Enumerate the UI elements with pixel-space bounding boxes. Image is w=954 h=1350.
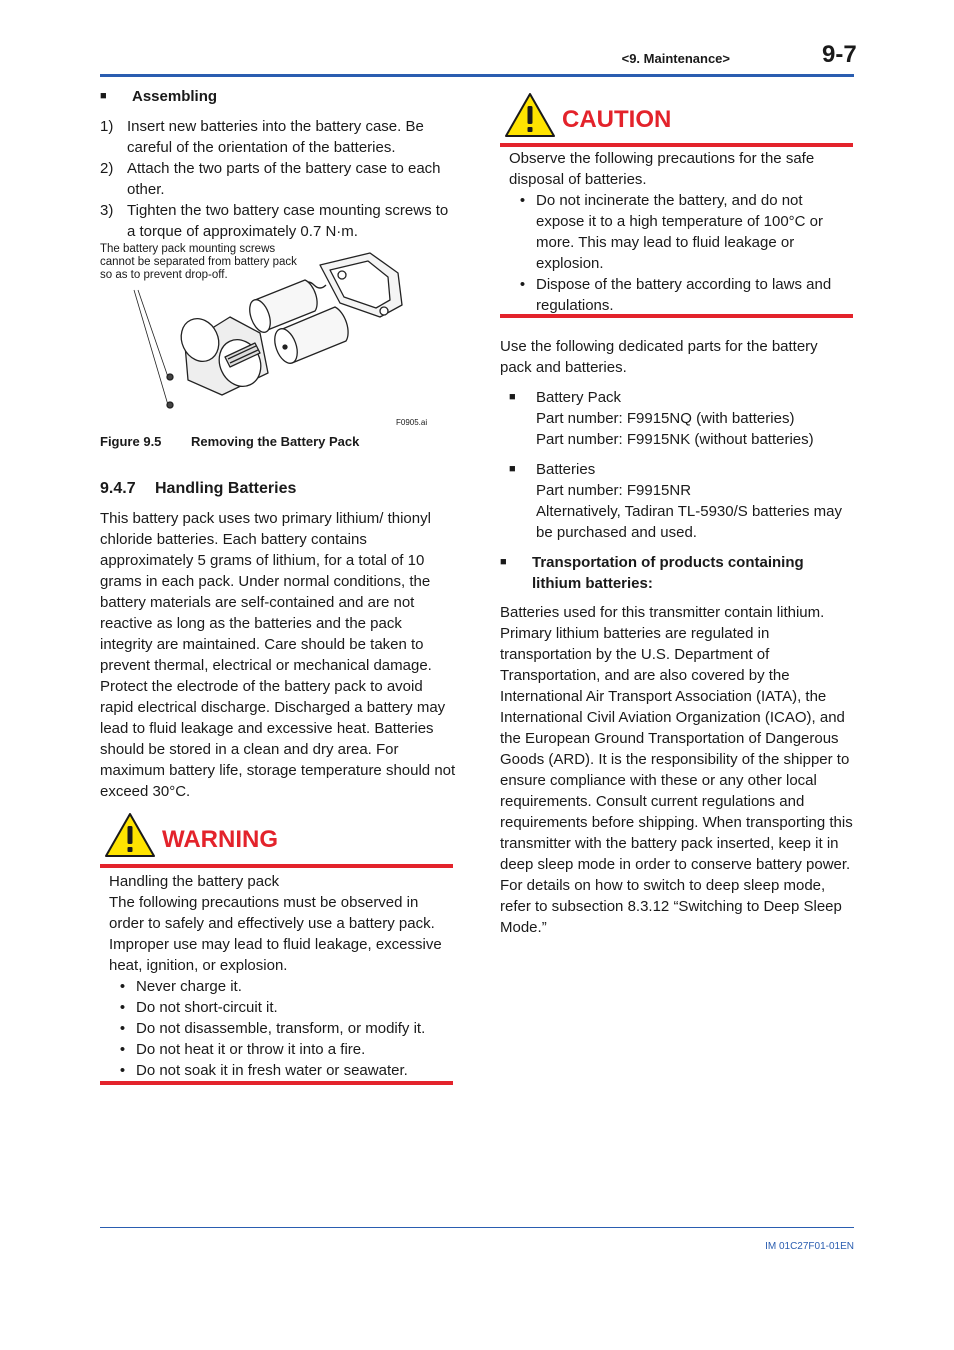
warning-bottom-rule	[100, 1081, 453, 1085]
warning-icon	[104, 812, 156, 858]
batteries-item: ■ Batteries Part number: F9915NR Alternatively, Tadiran TL-5930/S batteries may be purchased and used.	[509, 461, 842, 541]
square-bullet-icon: ■	[509, 463, 516, 475]
list-item: • Do not soak it in fresh water or seawater.	[119, 1062, 408, 1079]
assembling-steps	[100, 116, 454, 242]
square-bullet-icon: ■	[100, 90, 107, 102]
running-header-section: <9. Maintenance>	[621, 51, 730, 66]
header-rule	[100, 74, 854, 77]
square-bullet-icon: ■	[509, 391, 516, 403]
list-item: 1) Insert new batteries into the battery case. Be careful of the orientation of the batteries.	[100, 118, 424, 156]
caution-bottom-rule	[500, 314, 853, 318]
figure-filename: F0905.ai	[396, 418, 428, 427]
list-item: 2) Attach the two parts of the battery case to each other.	[100, 160, 441, 198]
transport-body: Batteries used for this transmitter contain lithium. Primary lithium batteries are regulated in transportation by the U.S. Department of Transportation, and are also covered by the International Air Transport Association (IATA), the International Civil Aviation Organization (ICAO), and the European Ground Transportation of Dangerous Goods (ARD). It is the responsibility of the shipper to ensure compliance with these or any other local requirements. Consult current regulations and requirements before shipping. When transporting this transmitter with the battery pack inserted, keep it in deep sleep mode in order to conserve battery power. For details on how to switch to deep sleep mode, refer to subsection 8.3.12 “Switching to Deep Sleep Mode.”	[500, 604, 853, 936]
list-item: • Never charge it.	[119, 978, 242, 995]
footer-rule	[100, 1227, 854, 1228]
caution-body: Observe the following precautions for the safe disposal of batteries. • Do not incinerate the battery, and do not expose it to a high temperature of 100°C or more. This may lead to fluid leakage or explosion. • Dispose of the battery according to laws and regulations.	[509, 148, 849, 316]
figure-note: The battery pack mounting screws cannot be separated from battery pack so as to prevent drop-off.	[100, 243, 297, 281]
list-item: • Do not heat it or throw it into a fire.	[119, 1041, 366, 1058]
page-number: 9-7	[822, 41, 857, 68]
battery-pack-illustration	[130, 245, 430, 420]
warning-title: WARNING	[162, 826, 278, 853]
section-body: This battery pack uses two primary lithium/ thionyl chloride batteries. Each battery contains approximately 5 grams of lithium, for a total of 10 grams in each pack. Under normal conditions, the battery materials are self-contained and are not reactive as long as the batteries and the pack integrity are maintained. Care should be taken to prevent thermal, electrical or mechanical damage. Protect the electrode of the battery pack to avoid rapid electrical discharge. Discharged a battery may lead to fluid leakage and excessive heat. Batteries should be stored in a clean and dry area. For maximum battery life, storage temperature should not exceed 30°C.	[100, 510, 456, 800]
list-item: • Do not disassemble, transform, or modify it.	[119, 1020, 426, 1037]
list-item: • Dispose of the battery according to laws and regulations.	[519, 276, 832, 314]
square-bullet-icon: ■	[500, 556, 507, 568]
list-item: • Do not incinerate the battery, and do not expose it to a high temperature of 100°C or more. This may lead to fluid leakage or explosion.	[519, 192, 823, 272]
section-heading: 9.4.7 Handling Batteries	[100, 480, 297, 497]
caution-top-rule	[500, 143, 853, 147]
list-item: 3) Tighten the two battery case mounting screws to a torque of approximately 0.7 N·m.	[100, 202, 449, 240]
document-code: IM 01C27F01-01EN	[765, 1241, 854, 1252]
warning-body: Handling the battery pack The following precautions must be observed in order to safely and effectively use a battery pack. Improper use may lead to fluid leakage, excessive heat, ignition, or explosion. • Never charge it. • Do not short-circuit it. • Do not disassemble, transform, or modify it. • Do not heat it or throw it into a fire. • Do not soak it in fresh water or seawater.	[109, 871, 449, 1081]
caution-icon	[504, 92, 556, 138]
transport-heading: ■ Transportation of products containing lithium batteries:	[500, 554, 804, 592]
parts-intro: Use the following dedicated parts for the battery pack and batteries.	[500, 338, 818, 376]
warning-top-rule	[100, 864, 453, 868]
caution-title: CAUTION	[562, 106, 672, 133]
figure-caption: Figure 9.5 Removing the Battery Pack	[100, 434, 360, 449]
list-item: • Do not short-circuit it.	[119, 999, 278, 1016]
battery-pack-item: ■ Battery Pack Part number: F9915NQ (with batteries) Part number: F9915NK (without batteries)	[509, 389, 814, 448]
assembling-heading: ■ Assembling	[100, 88, 218, 105]
